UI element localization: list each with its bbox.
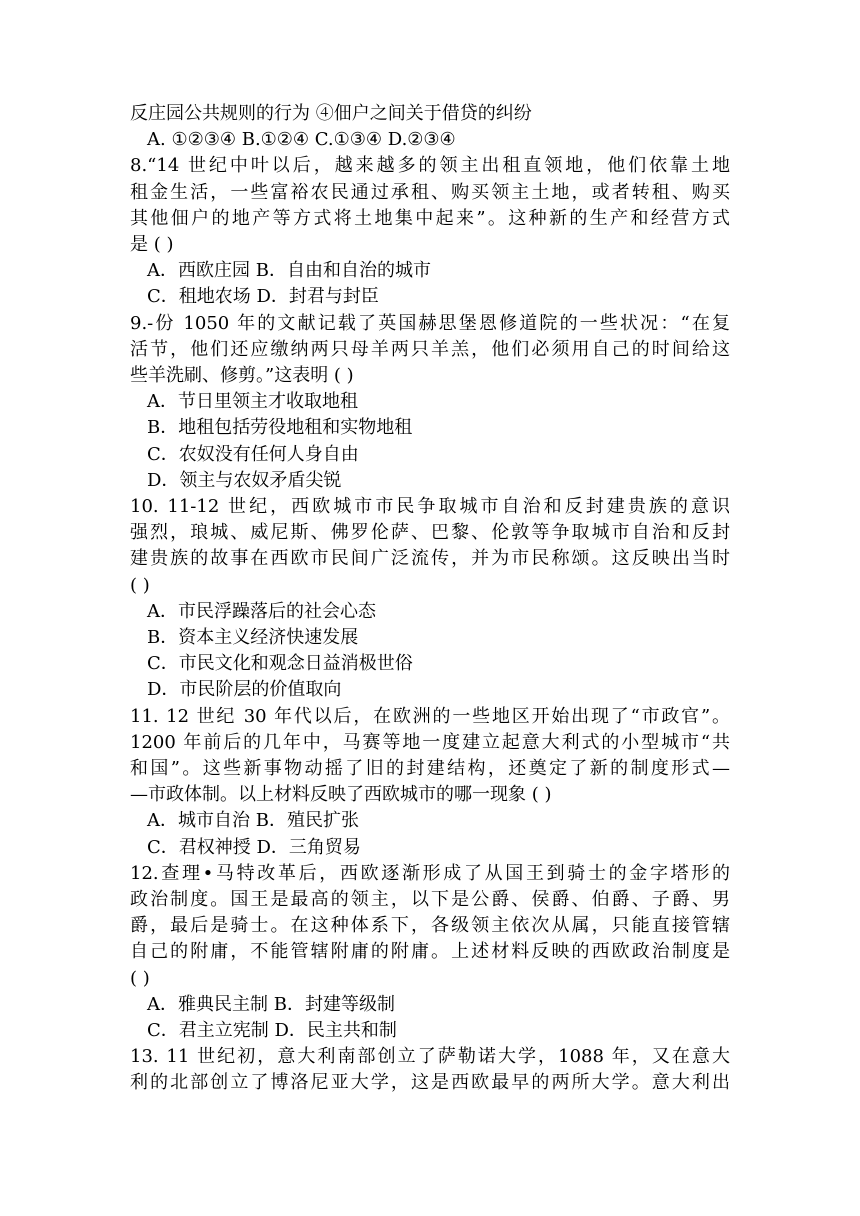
text-line: A. ①②③④ B.①②④ C.①③④ D.②③④	[147, 129, 456, 151]
text-line: 政治制度。国王是最高的领主，以下是公爵、侯爵、伯爵、子爵、男	[130, 889, 730, 910]
text-line: B．资本主义经济快速发展	[147, 627, 359, 648]
text-line: 建贵族的故事在西欧市民间广泛流传，并为市民称颂。这反映出当时	[130, 548, 730, 570]
text-line: —市政体制。以上材料反映了西欧城市的哪一现象 ( )	[130, 784, 552, 806]
text-line: C．租地农场 D．封君与封臣	[147, 286, 379, 308]
text-line: 利的北部创立了博洛尼亚大学，这是西欧最早的两所大学。意大利出	[130, 1072, 730, 1094]
text-line: D．市民阶层的价值取向	[147, 679, 342, 701]
text-line: 其他佃户的地产等方式将土地集中起来”。这种新的生产和经营方式	[130, 207, 730, 229]
text-line: 13. 11 世纪初，意大利南部创立了萨勒诺大学，1088 年，又在意大	[130, 1046, 730, 1068]
text-line: 和国”。这些新事物动摇了旧的封建结构，还奠定了新的制度形式—	[130, 758, 730, 779]
text-line: 是 ( )	[130, 234, 174, 255]
text-line: 9.-份 1050 年的文献记载了英国赫思堡恩修道院的一些状况：“在复	[130, 312, 730, 334]
text-line: ( )	[130, 967, 150, 989]
text-line: B．地租包括劳役地租和实物地租	[147, 417, 413, 439]
text-line: 反庄园公共规则的行为 ④佃户之间关于借贷的纠纷	[130, 103, 532, 124]
text-line: 8.“14 世纪中叶以后，越来越多的领主出租直领地，他们依靠土地	[130, 155, 730, 177]
text-line: A．城市自治 B．殖民扩张	[147, 810, 359, 832]
text-line: C．君权神授 D．三角贸易	[147, 836, 361, 858]
text-line: 1200 年前后的几年中，马赛等地一度建立起意大利式的小型城市“共	[130, 731, 730, 753]
text-line: 12.查理•马特改革后，西欧逐渐形成了从国王到骑士的金字塔形的	[130, 862, 730, 884]
text-line: 强烈，琅城、威尼斯、佛罗伦萨、巴黎、伦敦等争取城市自治和反封	[130, 522, 730, 544]
text-line: 自己的附庸，不能管辖附庸的附庸。上述材料反映的西欧政治制度是	[130, 941, 730, 963]
text-line: C．农奴没有任何人身自由	[147, 443, 359, 465]
text-line: A．雅典民主制 B．封建等级制	[147, 993, 395, 1015]
text-line: A．市民浮躁落后的社会心态	[147, 600, 376, 622]
text-line: A．节日里领主才收取地租	[147, 391, 358, 413]
text-line: D．领主与农奴矛盾尖锐	[147, 469, 342, 491]
text-line: ( )	[130, 574, 150, 596]
text-line: C．市民文化和观念日益消极世俗	[147, 653, 413, 675]
text-line: 租金生活，一些富裕农民通过承租、购买领主土地，或者转租、购买	[130, 181, 730, 203]
text-line: A．西欧庄园 B．自由和自治的城市	[147, 260, 431, 282]
text-line: 爵，最后是骑士。在这种体系下，各级领主依次从属，只能直接管辖	[130, 915, 730, 937]
text-line: 些羊洗刷、修剪。”这表明 ( )	[130, 365, 354, 386]
text-line: 活节，他们还应缴纳两只母羊两只羊羔，他们必须用自己的时间给这	[130, 338, 730, 360]
text-line: 10. 11-12 世纪，西欧城市市民争取城市自治和反封建贵族的意识	[130, 496, 730, 517]
text-line: C．君主立宪制 D．民主共和制	[147, 1020, 397, 1041]
text-line: 11. 12 世纪 30 年代以后，在欧洲的一些地区开始出现了“市政官”。	[130, 705, 730, 727]
